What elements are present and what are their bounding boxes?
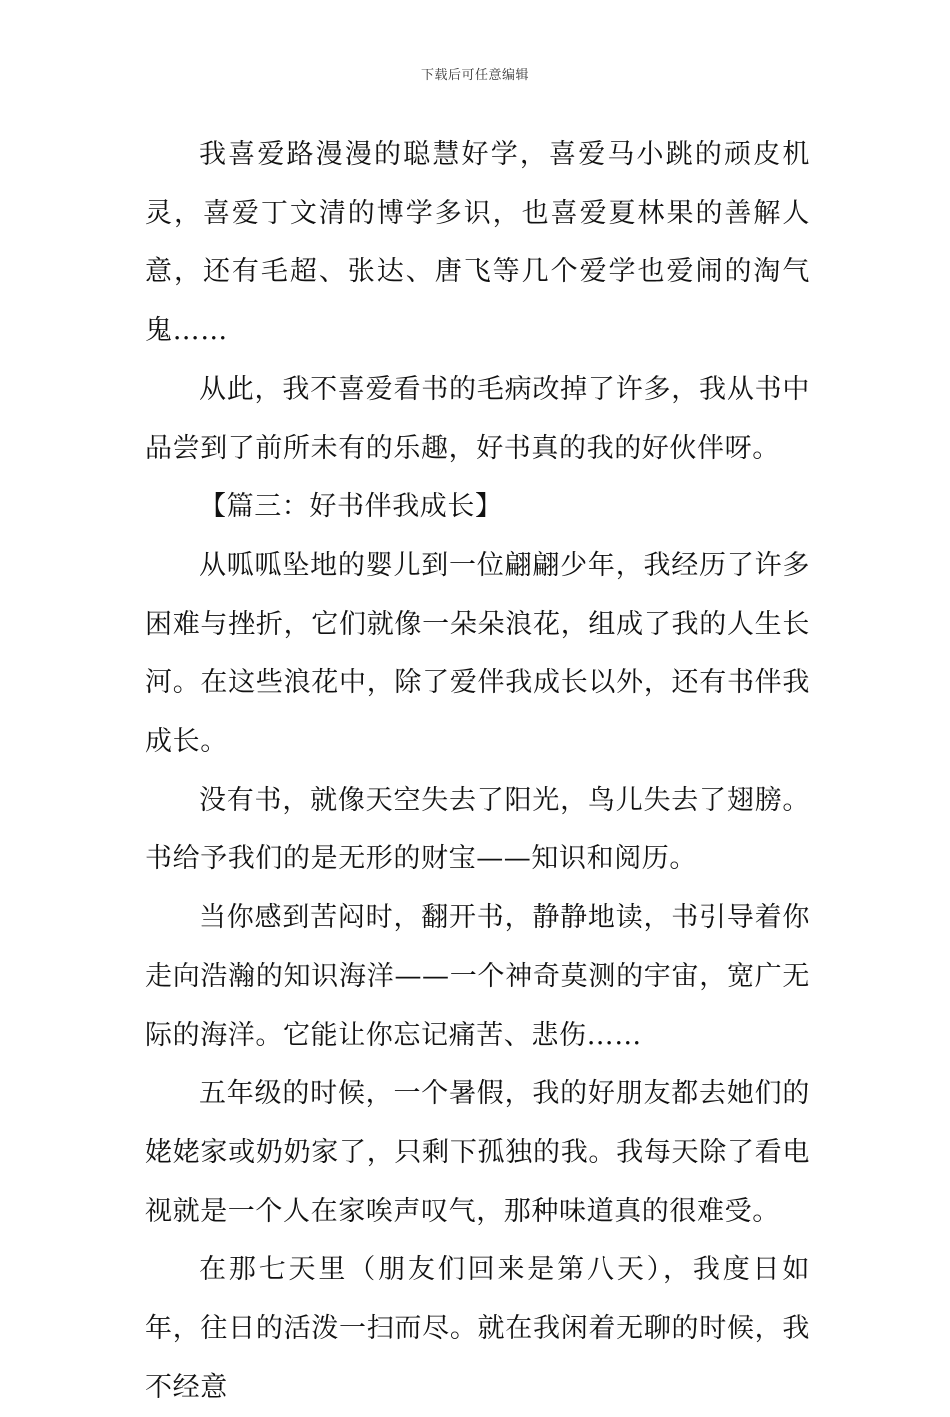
document-body [145,126,810,1417]
paragraph-3: 从呱呱坠地的婴儿到一位翩翩少年，我经历了许多困难与挫折，它们就像一朵朵浪花，组成了我的人生长河。在这些浪花中，除了爱伴我成长以外，还有书伴我成长。 [145,549,810,758]
page-header: 下载后可任意编辑 [420,68,529,83]
paragraph-5: 当你感到苦闷时，翻开书，静静地读，书引导着你走向浩瀚的知识海洋——一个神奇莫测的宇宙，宽广无际的海洋。它能让你忘记痛苦、悲伤…… [145,902,810,1051]
section-heading: 【篇三：好书伴我成长】 [199,491,503,523]
paragraph-4: 没有书，就像天空失去了阳光，鸟儿失去了翅膀。书给予我们的是无形的财宝——知识和阅历。 [145,784,810,875]
paragraph-7: 在那七天里（朋友们回来是第八天），我度日如年，往日的活泼一扫而尽。就在我闲着无聊的时候，我不经意 [145,1254,810,1403]
paragraph-1: 我喜爱路漫漫的聪慧好学，喜爱马小跳的顽皮机灵，喜爱丁文清的博学多识，也喜爱夏林果的善解人意，还有毛超、张达、唐飞等几个爱学也爱闹的淘气鬼…… [145,139,810,347]
paragraph-6: 五年级的时候，一个暑假，我的好朋友都去她们的姥姥家或奶奶家了，只剩下孤独的我。我每天除了看电视就是一个人在家唉声叹气，那种味道真的很难受。 [145,1078,810,1227]
paragraph-2: 从此，我不喜爱看书的毛病改掉了许多，我从书中品尝到了前所未有的乐趣，好书真的我的好伙伴呀。 [145,373,810,464]
